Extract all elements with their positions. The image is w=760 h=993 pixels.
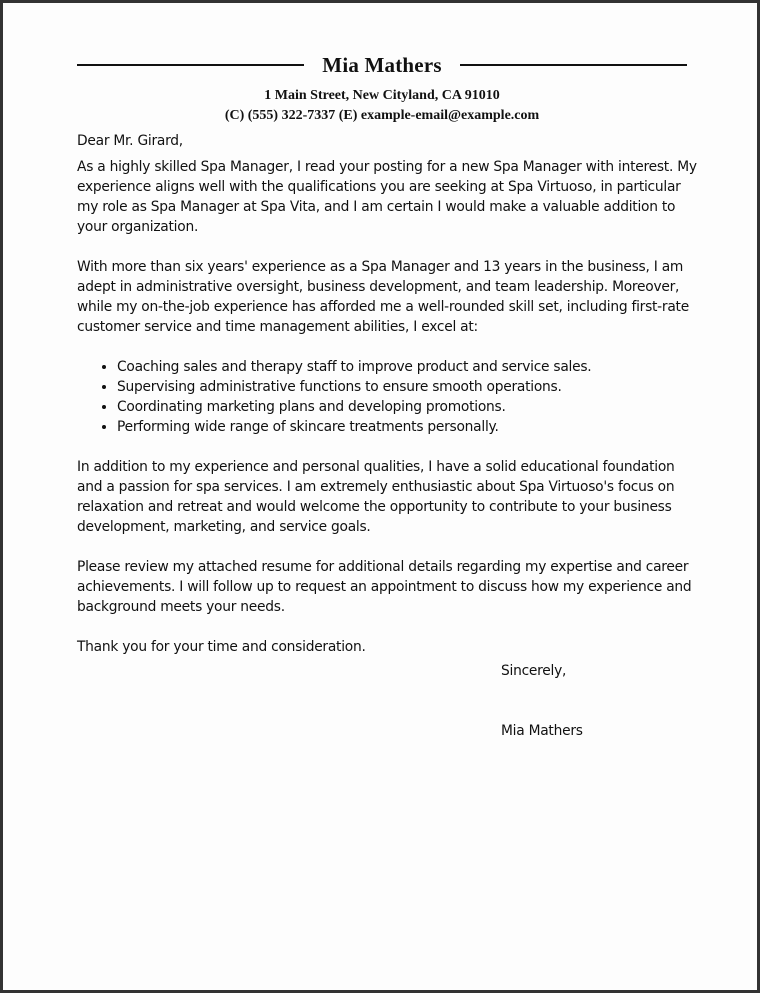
paragraph-followup: Please review my attached resume for additional details regarding my expertise and career achievements. I will follow up to request an appointment to discuss how my experience and background meets your needs. xyxy=(77,559,692,615)
header-rule-left xyxy=(77,64,304,66)
header-rule-right xyxy=(460,64,687,66)
sender-name: Mia Mathers xyxy=(322,52,442,77)
closing: Sincerely, xyxy=(501,663,567,679)
paragraph-education: In addition to my experience and personal qualities, I have a solid educational foundation and a passion for spa services. I am extremely enthusiastic about Spa Virtuoso's focus on relaxation and retreat and would welcome the opportunity to contribute to your business development, marketing, and service goals. xyxy=(77,459,675,535)
thanks-line: Thank you for your time and consideration. xyxy=(77,639,366,655)
list-item: • Supervising administrative functions to ensure smooth operations. xyxy=(117,377,697,397)
salutation: Dear Mr. Girard, xyxy=(77,133,183,149)
letterhead xyxy=(77,51,687,126)
list-item: • Coaching sales and therapy staff to improve product and service sales. xyxy=(117,357,697,377)
letter-body xyxy=(77,131,697,657)
list-item: • Coordinating marketing plans and developing promotions. xyxy=(117,397,697,417)
paragraph-experience: With more than six years' experience as a Spa Manager and 13 years in the business, I am adept in administrative oversight, business development, and team leadership. Moreover, while my on-the-job experience has afforded me a well-rounded skill set, including first-rate customer service and time management abilities, I excel at: xyxy=(77,259,689,335)
sender-contact: (C) (555) 322-7337 (E) example-email@example.com xyxy=(224,108,540,123)
name-row xyxy=(77,51,687,79)
sender-address: 1 Main Street, New Cityland, CA 91010 xyxy=(264,88,500,103)
list-item: • Performing wide range of skincare treatments personally. xyxy=(117,417,697,437)
skills-list xyxy=(77,357,697,437)
signature: Mia Mathers xyxy=(501,723,583,739)
letter-page xyxy=(3,3,757,990)
paragraph-intro: As a highly skilled Spa Manager, I read your posting for a new Spa Manager with interest. My experience aligns well with the qualifications you are seeking at Spa Virtuoso, in particular my role as Spa Manager at Spa Vita, and I am certain I would make a valuable addition to your organization. xyxy=(77,159,697,235)
